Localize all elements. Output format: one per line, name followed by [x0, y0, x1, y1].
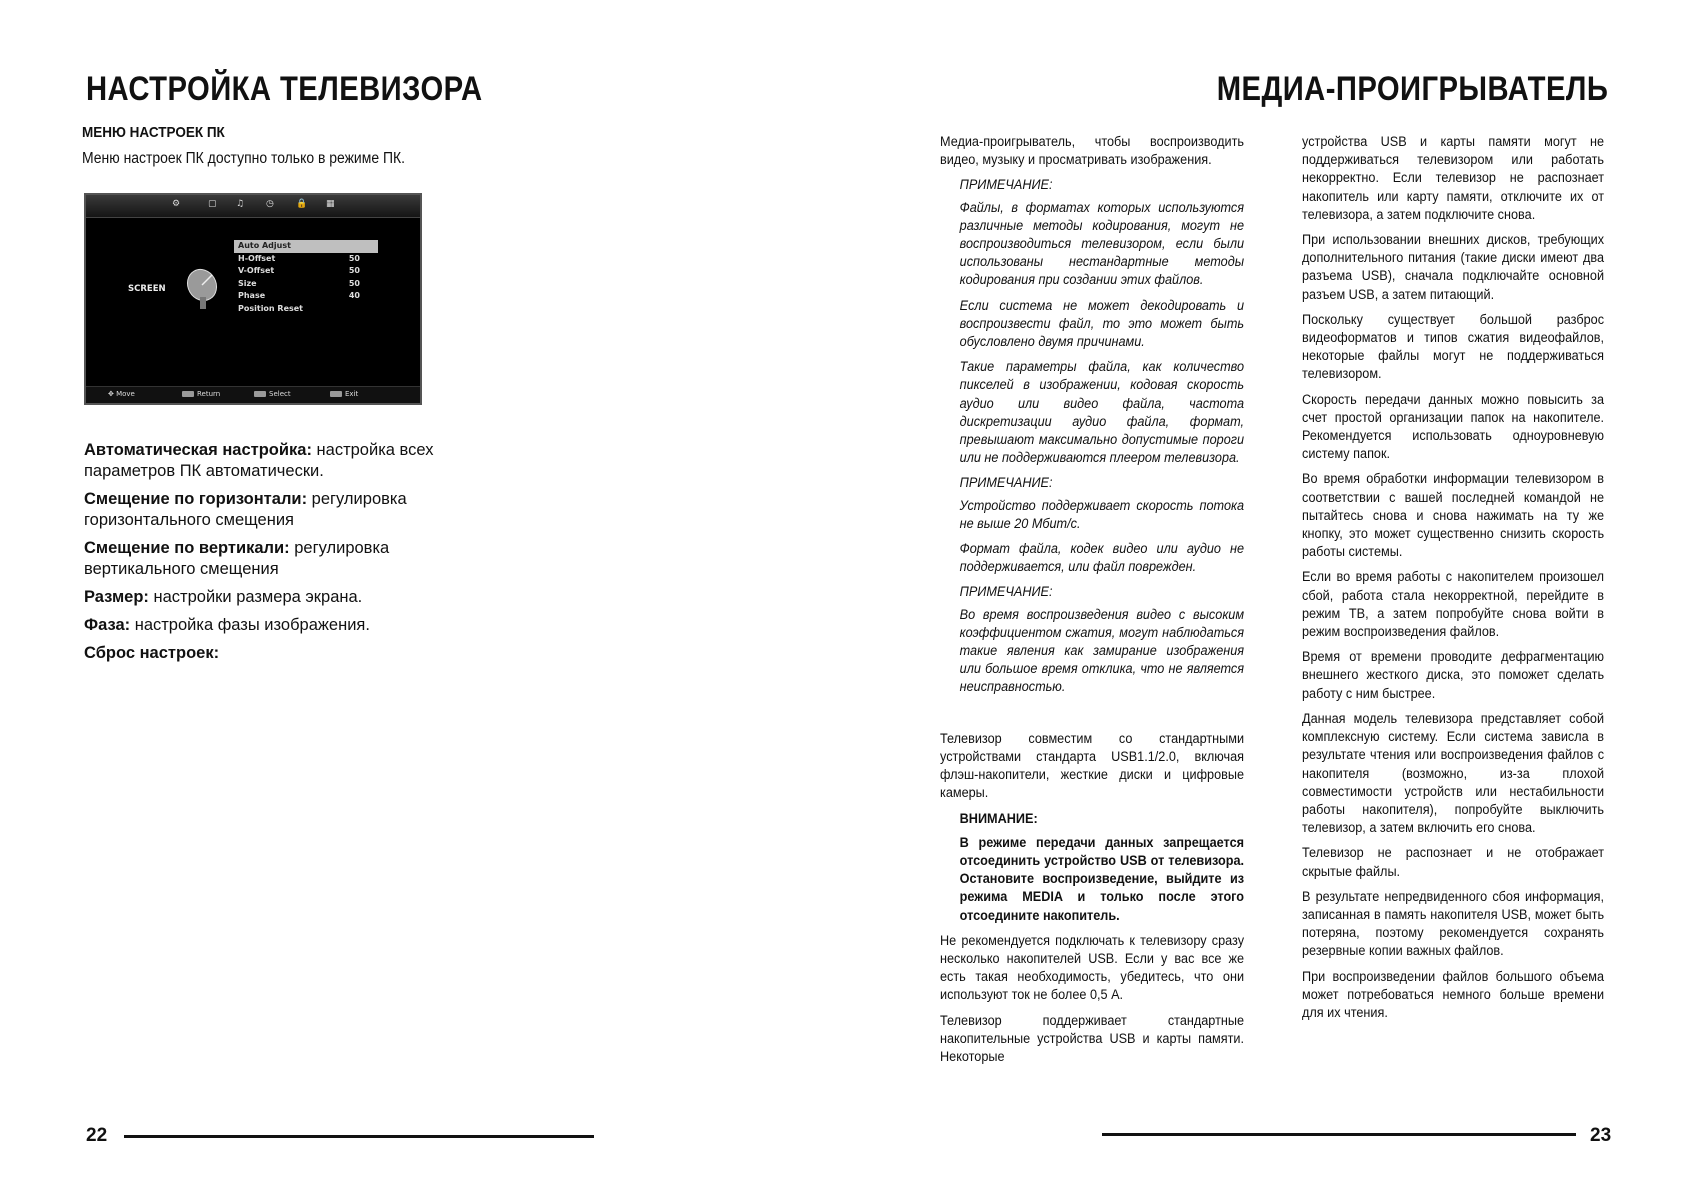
note-heading: ПРИМЕЧАНИЕ: — [959, 475, 1053, 492]
paragraph: Время от времени проводите дефрагментацию внешнего жесткого диска, это поможет сделать работу с ним быстрее. — [1302, 649, 1605, 702]
page-title-left: НАСТРОЙКА ТЕЛЕВИЗОРА — [86, 70, 483, 108]
footer-rule-right — [1102, 1133, 1576, 1136]
music-icon: ♫ — [236, 199, 245, 209]
warning-heading: ВНИМАНИЕ: — [959, 810, 1038, 827]
lock-icon: 🔒 — [296, 199, 308, 209]
note-text: Такие параметры файла, как количество пикселей в изображении, кодовая скорость аудио или видео файла, частота дискретизации аудио файла, формат, превышают максимально допустимые пороги или не поддерживаются плеером телевизора. — [959, 359, 1245, 467]
menu-option-size: Size 50 — [238, 278, 360, 288]
settings-icon: ⚙ — [172, 199, 181, 209]
paragraph: Телевизор не распознает и не отображает скрытые файлы. — [1302, 845, 1605, 880]
paragraph: В результате непредвиденного сбоя информация, записанная в память накопителя USB, может быть потеряна, поэтому рекомендуется сохранять резервные копии важных файлов. — [1302, 888, 1605, 960]
section-text: Меню настроек ПК доступно только в режиме ПК. — [82, 150, 405, 167]
key-icon — [330, 391, 342, 397]
desc-phase: Фаза: настройка фазы изображения. — [84, 616, 370, 634]
satellite-dish-icon — [184, 265, 224, 311]
desc-size: Размер: настройки размера экрана. — [84, 588, 363, 606]
paragraph: Телевизор совместим со стандартными устройствами стандарта USB1.1/2.0, включая флэш-накопители, жесткие диски и цифровые камеры. — [940, 730, 1245, 802]
key-icon — [182, 391, 194, 397]
menu-option-v-offset: V-Offset 50 — [238, 266, 360, 275]
paragraph: Поскольку существует большой разброс видеоформатов и типов сжатия видеофайлов, некоторые файлы могут не поддерживаться телевизором. — [1302, 311, 1605, 383]
paragraph: Не рекомендуется подключать к телевизору сразу несколько накопителей USB. Если у вас все же есть такая необходимость, убедитесь, что они используют ток не более 0,5 А. — [940, 932, 1245, 1004]
paragraph: Во время обработки информации телевизором в соответствии с вашей последней командой не пытайтесь снова и снова нажимать на ту же кнопку, это может существенно снизить скорость работы системы. — [1302, 471, 1605, 561]
text-column-1 — [940, 133, 1244, 1073]
hint-return: Return — [182, 390, 220, 398]
paragraph: Медиа-проигрыватель, чтобы воспроизводить видео, музыку и просматривать изображения. — [940, 134, 1245, 169]
paragraph: При использовании внешних дисков, требующих дополнительного питания (такие диски имеют два разъема USB), сначала подключайте основной разъем USB, а затем питающий. — [1302, 232, 1605, 303]
page-number-right: 23 — [1590, 1125, 1612, 1146]
page-title-right: МЕДИА-ПРОИГРЫВАТЕЛЬ — [1216, 70, 1608, 108]
move-arrows-icon: ✥ — [108, 390, 117, 398]
clock-icon: ◷ — [266, 199, 274, 209]
menu-option-phase: Phase 40 — [238, 291, 360, 300]
footer-rule-left — [124, 1135, 594, 1138]
paragraph: Скорость передачи данных можно повысить за счет простой организации папок на накопителе. Рекомендуется использовать одноуровневую систему папок. — [1302, 391, 1605, 463]
desc-h-offset: Смещение по горизонтали: регулировка горизонтального смещения — [84, 490, 407, 529]
note-text: Во время воспроизведения видео с высоким коэффициентом сжатия, могут наблюдаться такие явления как замирание изображения или большое время отклика, что не является неисправностью. — [959, 606, 1245, 696]
page-number-left: 22 — [86, 1125, 108, 1146]
desc-auto-adjust: Автоматическая настройка: настройка всех параметров ПК автоматически. — [84, 441, 434, 480]
paragraph: При воспроизведении файлов большого объема может потребоваться немного больше времени для их чтения. — [1302, 968, 1605, 1021]
menu-option-position-reset: Position Reset — [238, 303, 304, 313]
hint-select: Select — [254, 390, 291, 398]
menu-option-auto-adjust: Auto Adjust — [234, 240, 378, 253]
note-text: Файлы, в форматах которых используются различные методы кодирования, могут не воспроизводиться телевизором, если были использованы нестандартные методы кодирования при создании этих файлов. — [959, 199, 1245, 289]
tv-menu-screenshot — [84, 193, 422, 405]
hint-move: ✥ Move — [108, 390, 135, 398]
note-text: Устройство поддерживает скорость потока не выше 20 Мбит/с. — [959, 497, 1245, 532]
desc-position-reset: Сброс настроек: — [84, 644, 220, 662]
paragraph: устройства USB и карты памяти могут не поддерживаться телевизором или работать некорректно. Если телевизор не распознает накопитель или карту памяти, отключите их от телевизора, а затем подключите снова. — [1302, 134, 1605, 223]
desc-v-offset: Смещение по вертикали: регулировка вертикального смещения — [84, 539, 390, 578]
grid-icon: ▦ — [326, 199, 335, 209]
section-heading: МЕНЮ НАСТРОЕК ПК — [82, 124, 225, 141]
settings-descriptions — [84, 440, 456, 671]
note-text: Если система не может декодировать и воспроизвести файл, то это может быть обусловлено двумя причинами. — [959, 297, 1245, 351]
warning-text: В режиме передачи данных запрещается отсоединить устройство USB от телевизора. Остановите воспроизведение, выйдите из режима MEDIA и только после этого отсоедините накопитель. — [959, 834, 1245, 924]
note-text: Формат файла, кодек видео или аудио не поддерживается, или файл поврежден. — [959, 541, 1245, 576]
key-icon — [254, 391, 266, 397]
paragraph: Телевизор поддерживает стандартные накопительные устройства USB и карты памяти. Некоторые — [940, 1012, 1245, 1065]
paragraph: Если во время работы с накопителем произошел сбой, работа стала некорректной, перейдите в режим ТВ, а затем попробуйте снова войти в режим воспроизведения файлов. — [1302, 569, 1605, 641]
tv-menu-options — [234, 240, 378, 315]
tv-menu-tabs — [86, 195, 420, 218]
text-column-2 — [1302, 133, 1604, 1029]
tv-menu-hints — [86, 386, 420, 403]
note-heading: ПРИМЕЧАНИЕ: — [959, 177, 1053, 194]
hint-exit: Exit — [330, 390, 358, 398]
menu-option-h-offset: H-Offset 50 — [238, 253, 360, 263]
screen-label: SCREEN — [128, 284, 166, 294]
paragraph: Данная модель телевизора представляет собой комплексную систему. Если система зависла в результате чтения или воспроизведения файлов с накопителя (возможно, из-за плохой совместимости устройств или нестабильности работы накопителя), попробуйте выключить телевизор, а затем включить его снова. — [1302, 710, 1605, 837]
picture-icon: ▢ — [208, 199, 217, 209]
note-heading: ПРИМЕЧАНИЕ: — [959, 584, 1053, 601]
